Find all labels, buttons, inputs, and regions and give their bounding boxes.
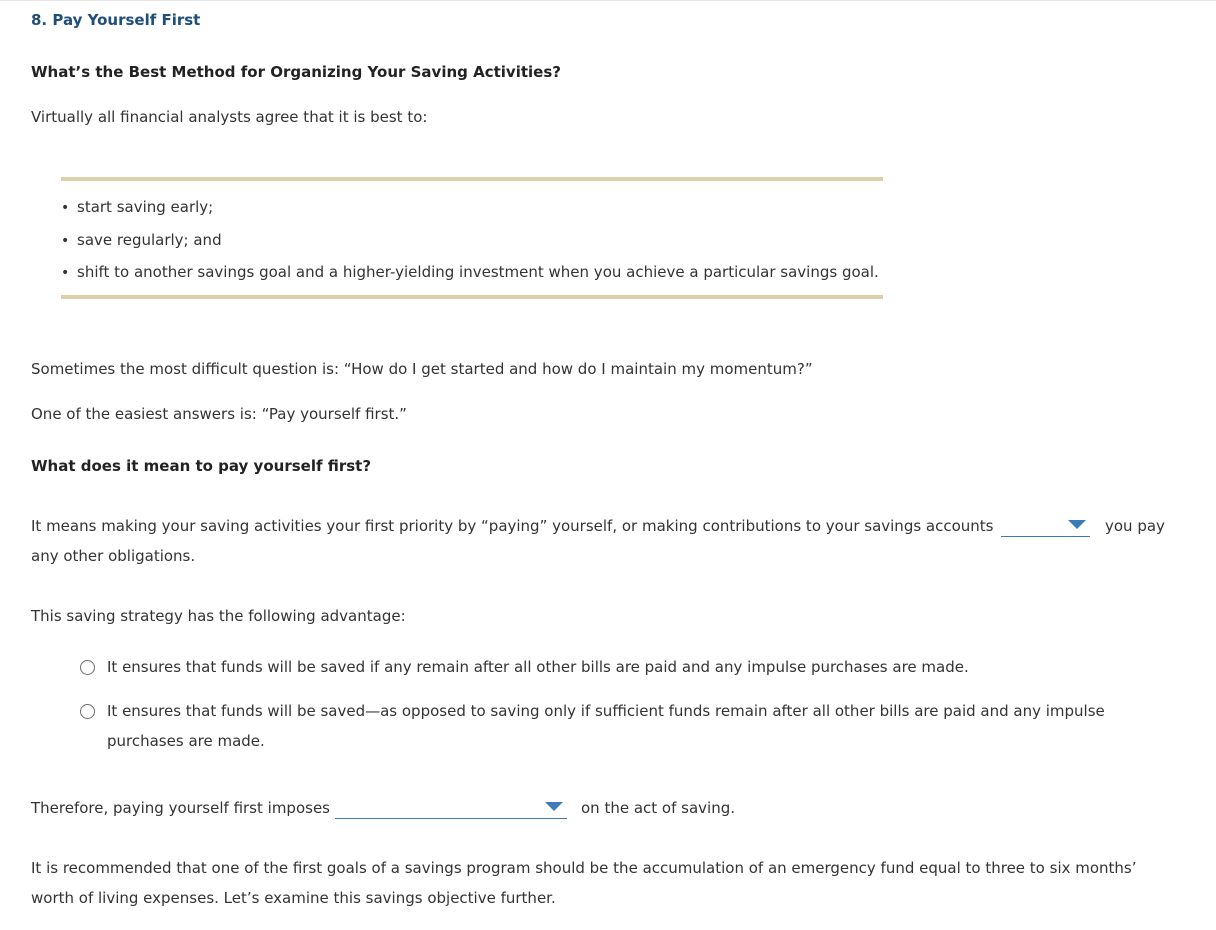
- chevron-down-icon[interactable]: [1068, 520, 1086, 529]
- list-item: [61, 224, 879, 257]
- top-divider: [0, 0, 1216, 1]
- emergency-fund-line2: worth of living expenses. Let’s examine this savings objective further.: [31, 889, 556, 907]
- advantage-option-1-label[interactable]: It ensures that funds will be saved if any remain after all other bills are paid and any impulse purchases are made.: [107, 658, 969, 676]
- list-item-text: shift to another savings goal and a higher-yielding investment when you achieve a particular savings goal.: [77, 263, 879, 281]
- bullet-icon: •: [61, 265, 70, 281]
- section-title: 8. Pay Yourself First: [31, 11, 201, 29]
- advantage-prompt: This saving strategy has the following advantage:: [31, 607, 406, 625]
- best-method-heading: What’s the Best Method for Organizing Your Saving Activities?: [31, 63, 561, 81]
- list-item-text: save regularly; and: [77, 230, 222, 249]
- chevron-down-icon[interactable]: [545, 802, 563, 811]
- meaning-heading: What does it mean to pay yourself first?: [31, 457, 372, 475]
- imposes-dropdown[interactable]: [335, 796, 567, 819]
- callout-top-rule: [61, 177, 883, 181]
- radio-button[interactable]: [80, 704, 95, 719]
- best-practices-list: [61, 191, 879, 289]
- momentum-question: Sometimes the most difficult question is: “How do I get started and how do I maintain my momentum?”: [31, 360, 813, 378]
- timing-dropdown[interactable]: [1001, 514, 1090, 537]
- advantage-option-2-label[interactable]: It ensures that funds will be saved—as opposed to saving only if sufficient funds remain after all other bills are paid and any impulse: [107, 702, 1105, 720]
- emergency-fund-line1: It is recommended that one of the first goals of a savings program should be the accumulation of an emergency fund equal to three to six months’: [31, 859, 1137, 877]
- list-item: [61, 256, 879, 289]
- best-method-intro: Virtually all financial analysts agree that it is best to:: [31, 108, 428, 126]
- meaning-text-before: It means making your saving activities your first priority by “paying” yourself, or making contributions to your savings accounts: [31, 517, 994, 535]
- advantage-option-2-label-cont[interactable]: purchases are made.: [107, 732, 265, 750]
- list-item-text: start saving early;: [77, 198, 214, 216]
- bullet-icon: •: [61, 232, 70, 249]
- easiest-answer: One of the easiest answers is: “Pay yourself first.”: [31, 405, 407, 423]
- therefore-text-after: on the act of saving.: [581, 799, 735, 817]
- therefore-text-before: Therefore, paying yourself first imposes: [31, 799, 330, 817]
- callout-bottom-rule: [61, 295, 883, 299]
- radio-button[interactable]: [80, 660, 95, 675]
- meaning-text-line2: any other obligations.: [31, 547, 196, 565]
- meaning-text-after: you pay: [1105, 517, 1165, 535]
- list-item: [61, 191, 879, 224]
- bullet-icon: •: [61, 200, 70, 216]
